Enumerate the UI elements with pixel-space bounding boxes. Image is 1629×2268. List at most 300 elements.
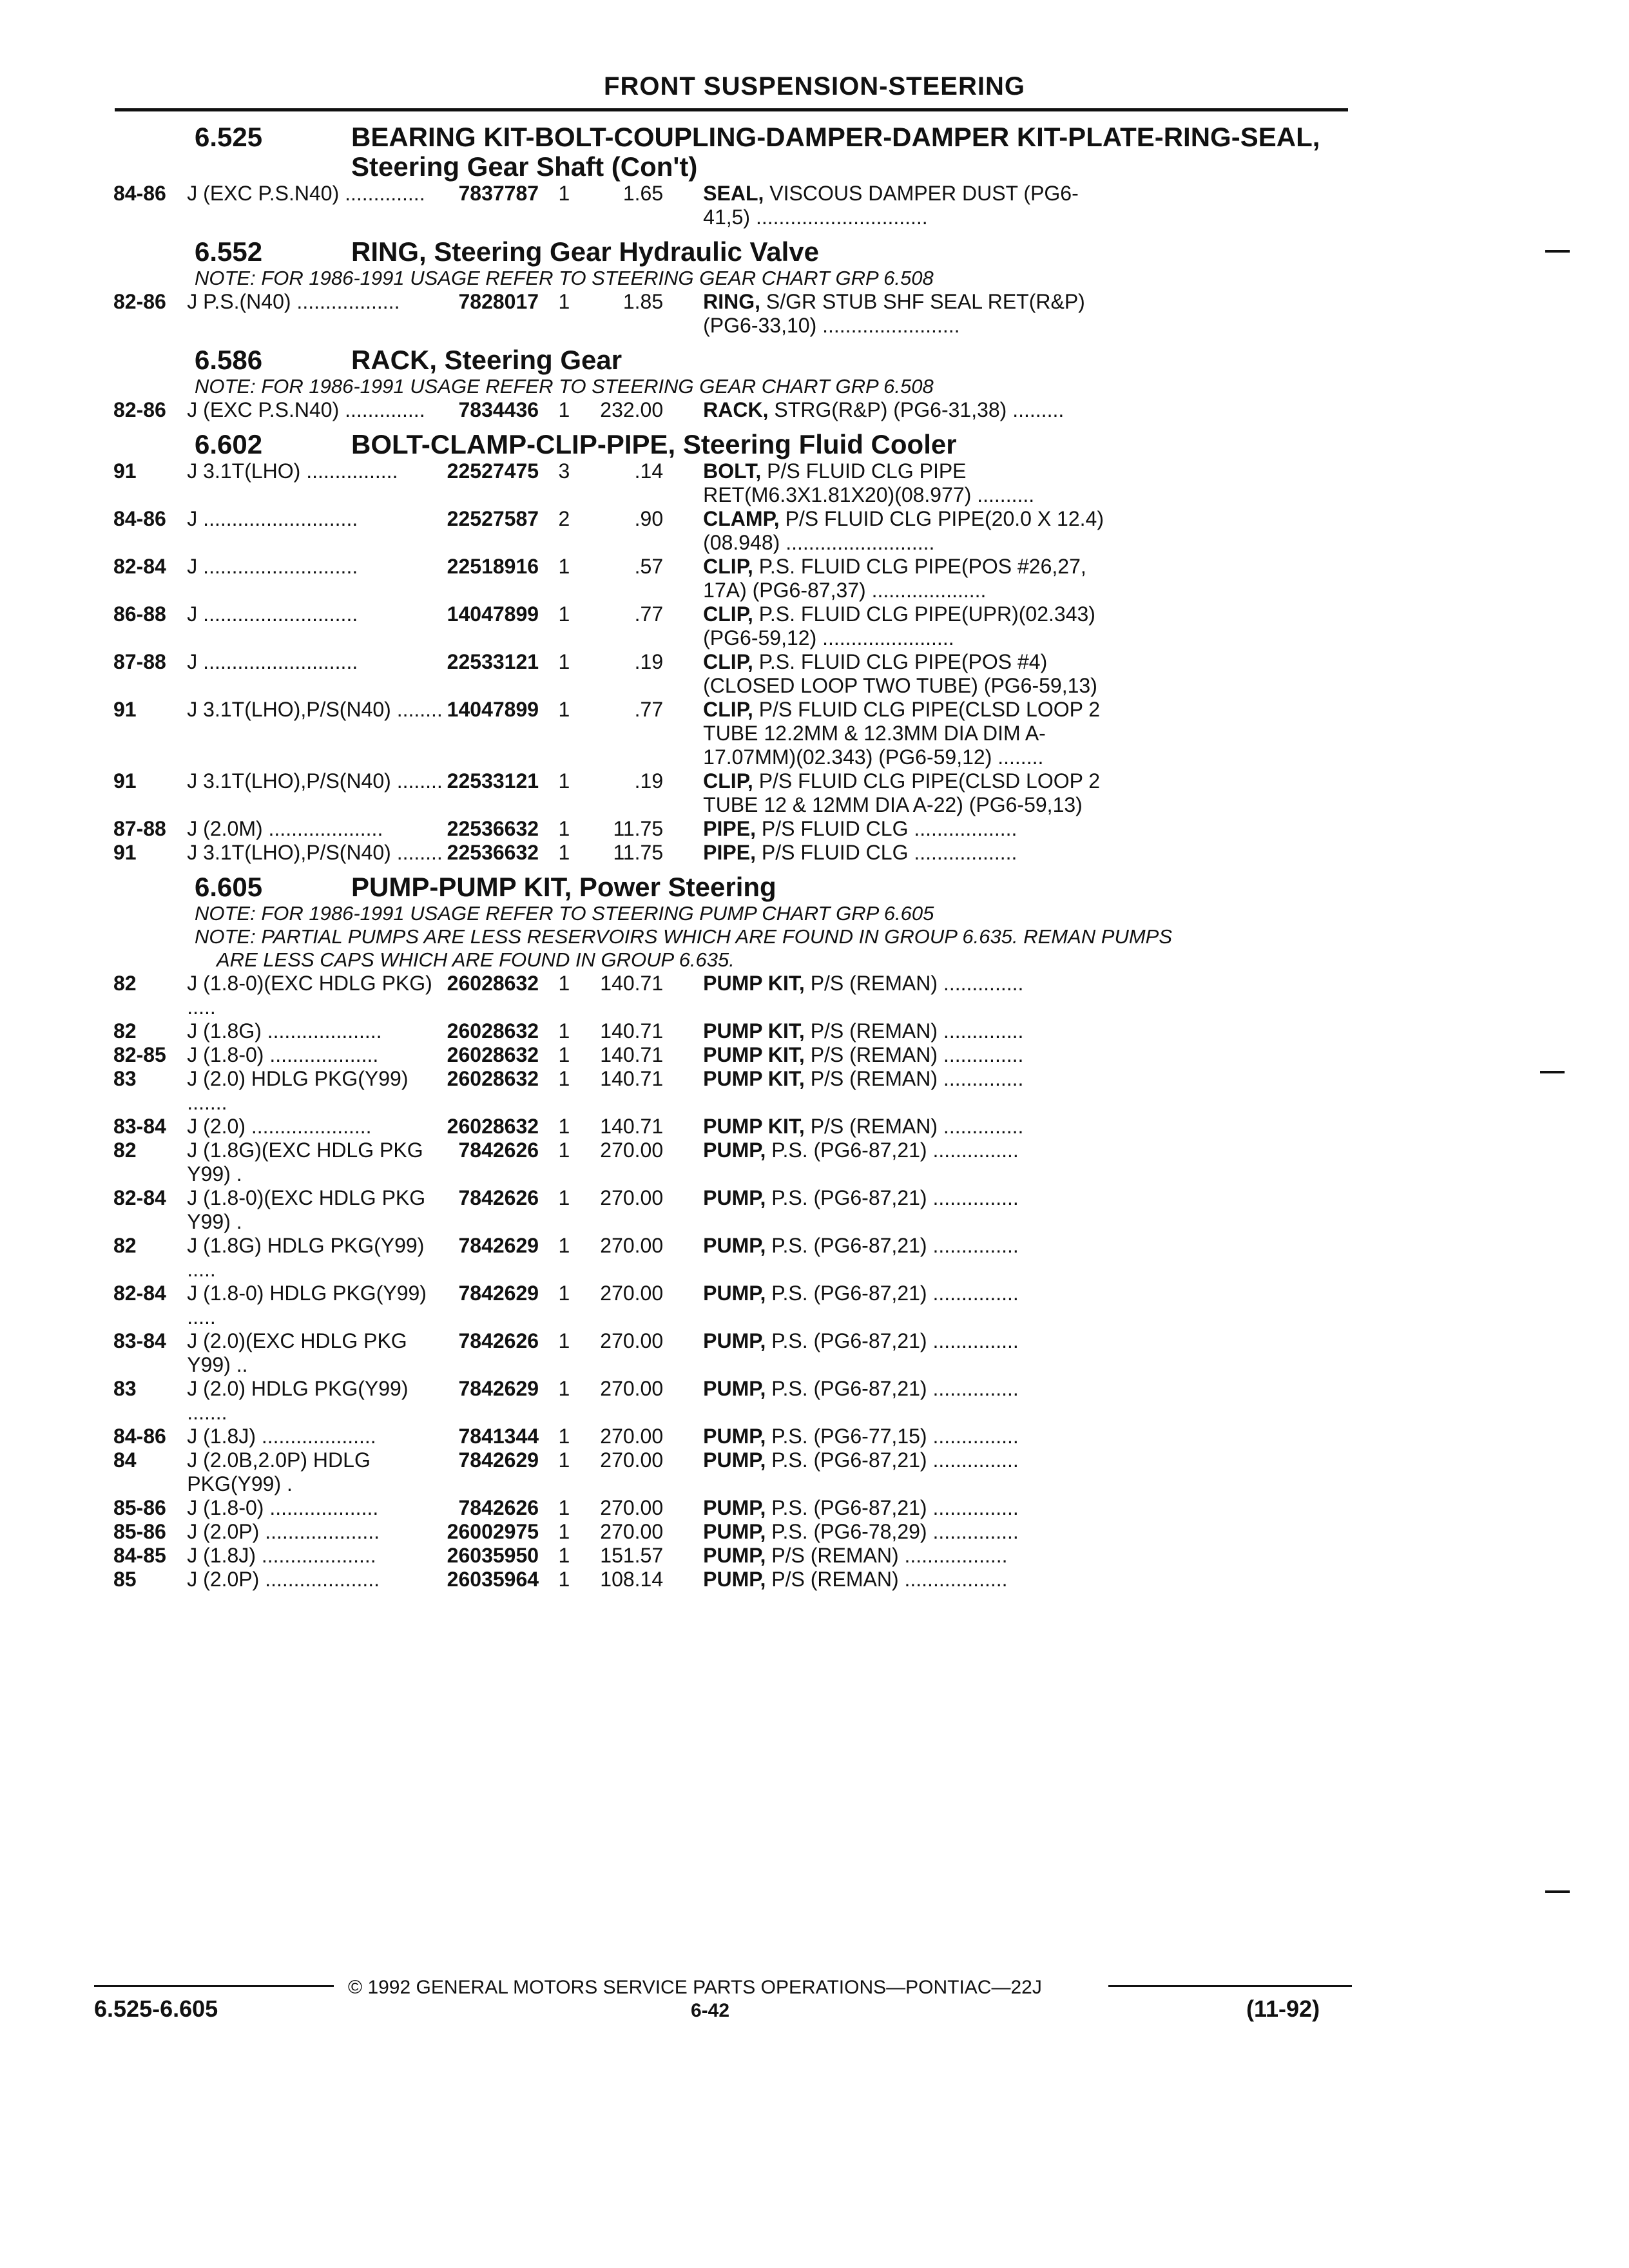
part-row: [113, 1139, 1351, 1186]
part-row: [113, 182, 1351, 229]
description-text: STRG(R&P) (PG6-31,38) .........: [768, 398, 1065, 421]
model-year: 82-86: [113, 398, 166, 421]
description-line: [703, 1568, 1351, 1591]
application: J (2.0M) ....................: [187, 817, 383, 840]
price: 140.71: [600, 1115, 664, 1138]
description-text: P/S FLUID CLG PIPE(CLSD LOOP 2: [753, 698, 1101, 721]
description-text: P.S. (PG6-87,21) ...............: [766, 1496, 1019, 1519]
application: J (2.0B,2.0P) HDLG PKG(Y99) .: [187, 1448, 371, 1495]
application: J (1.8-0) HDLG PKG(Y99) .....: [187, 1282, 427, 1329]
description: [663, 1496, 1351, 1520]
price: 270.00: [600, 1496, 664, 1519]
description-part-name: CLAMP,: [703, 507, 780, 530]
description-text: P/S (REMAN) ..................: [766, 1544, 1008, 1567]
application: J (1.8-0) ...................: [187, 1496, 379, 1519]
price: 1.85: [622, 290, 664, 313]
part-row: [113, 1282, 1351, 1329]
model-year: 82: [113, 1234, 137, 1257]
description-part-name: PUMP KIT,: [703, 1019, 805, 1043]
part-number: 22527587: [447, 507, 539, 530]
part-number: 22533121: [447, 769, 539, 793]
part-row: [113, 1544, 1351, 1568]
quantity: 1: [558, 182, 570, 205]
price: 270.00: [600, 1520, 664, 1543]
section-heading: [113, 872, 1351, 902]
quantity: 1: [558, 290, 570, 313]
description-line: [703, 1544, 1351, 1568]
application: J (2.0) .....................: [187, 1115, 372, 1138]
part-row: [113, 1425, 1351, 1448]
part-number: 7842629: [458, 1282, 539, 1305]
quantity: 1: [558, 1019, 570, 1043]
part-number: 26028632: [447, 1019, 539, 1043]
part-number: 7842629: [458, 1448, 539, 1472]
part-row: [113, 507, 1351, 555]
application: J 3.1T(LHO) ................: [187, 459, 398, 483]
part-number: 22518916: [447, 555, 539, 578]
part-number: 7842626: [458, 1186, 539, 1209]
part-number: 7841344: [458, 1425, 539, 1448]
description-text: P.S. (PG6-87,21) ...............: [766, 1139, 1019, 1162]
model-year: 85-86: [113, 1520, 166, 1543]
description: [663, 1234, 1351, 1282]
description-text: P/S FLUID CLG PIPE(CLSD LOOP 2: [753, 769, 1101, 793]
model-year: 83: [113, 1377, 137, 1400]
description-part-name: CLIP,: [703, 769, 753, 793]
model-year: 91: [113, 769, 137, 793]
description: [663, 1448, 1351, 1496]
model-year: 91: [113, 698, 137, 721]
price: 140.71: [600, 1019, 664, 1043]
description-text: P.S. (PG6-77,15) ...............: [766, 1425, 1019, 1448]
description-text: P.S. FLUID CLG PIPE(UPR)(02.343): [753, 602, 1095, 626]
price: 140.71: [600, 1067, 664, 1090]
part-row: [113, 972, 1351, 1019]
description: [663, 1115, 1351, 1139]
section-name: RACK, Steering Gear: [351, 345, 622, 375]
price: 140.71: [600, 1043, 664, 1066]
price: 151.57: [600, 1544, 664, 1567]
part-row: [113, 290, 1351, 338]
description-part-name: PIPE,: [703, 817, 756, 840]
description-part-name: RACK,: [703, 398, 769, 421]
description-text: P.S. (PG6-87,21) ...............: [766, 1186, 1019, 1209]
catalog-section: [113, 430, 1351, 865]
price: 108.14: [600, 1568, 664, 1591]
description: [663, 972, 1351, 1019]
description-continued: RET(M6.3X1.81X20)(08.977) ..........: [703, 483, 1035, 506]
price: 270.00: [600, 1448, 664, 1472]
model-year: 83: [113, 1067, 137, 1090]
description-text: P/S (REMAN) ..............: [804, 1115, 1024, 1138]
part-row: [113, 1520, 1351, 1544]
price: .14: [634, 459, 664, 483]
section-name: BEARING KIT-BOLT-COUPLING-DAMPER-DAMPER KIT-PLATE-RING-SEAL, Steering Gear Shaft (Con't): [351, 122, 1320, 182]
application: J P.S.(N40) ..................: [187, 290, 400, 313]
description: [663, 1282, 1351, 1329]
description-line: [703, 1425, 1351, 1448]
application: J (1.8-0) ...................: [187, 1043, 379, 1066]
description-line: [703, 555, 1351, 579]
margin-mark: [1545, 250, 1570, 253]
part-number: 7842626: [458, 1139, 539, 1162]
price: .19: [634, 769, 664, 793]
description-text: P.S. FLUID CLG PIPE(POS #26,27,: [753, 555, 1086, 578]
section-heading: [113, 345, 1351, 375]
section-number: 6.605: [195, 872, 263, 902]
description-line: [703, 1377, 1351, 1401]
price: 270.00: [600, 1186, 664, 1209]
model-year: 84-86: [113, 507, 166, 530]
price: .90: [634, 507, 664, 530]
quantity: 1: [558, 555, 570, 578]
description: [663, 817, 1351, 841]
model-year: 85-86: [113, 1496, 166, 1519]
price: 270.00: [600, 1234, 664, 1257]
price: 270.00: [600, 1282, 664, 1305]
description-part-name: SEAL,: [703, 182, 764, 205]
quantity: 1: [558, 1568, 570, 1591]
description-line: [703, 1448, 1351, 1472]
section-name: PUMP-PUMP KIT, Power Steering: [351, 872, 776, 902]
price: .57: [634, 555, 664, 578]
quantity: 1: [558, 1234, 570, 1257]
description-line: [703, 1139, 1351, 1162]
description-text: S/GR STUB SHF SEAL RET(R&P): [760, 290, 1085, 313]
section-heading: [113, 430, 1351, 459]
part-number: 22536632: [447, 817, 539, 840]
description: [663, 602, 1351, 650]
quantity: 1: [558, 602, 570, 626]
description-text: P/S (REMAN) ..............: [804, 972, 1024, 995]
quantity: 1: [558, 1043, 570, 1066]
model-year: 82-84: [113, 555, 166, 578]
section-number: 6.602: [195, 429, 263, 459]
description-continued: TUBE 12 & 12MM DIA A-22) (PG6-59,13): [703, 793, 1083, 816]
part-row: [113, 841, 1351, 865]
model-year: 82-84: [113, 1282, 166, 1305]
description-text: P.S. (PG6-87,21) ...............: [766, 1329, 1019, 1352]
catalog-section: [113, 122, 1351, 229]
description-continued: 17.07MM)(02.343) (PG6-59,12) ........: [703, 745, 1044, 769]
description-continued: TUBE 12.2MM & 12.3MM DIA DIM A-: [703, 722, 1046, 745]
application: J (1.8G) ....................: [187, 1019, 382, 1043]
description-part-name: PUMP,: [703, 1282, 766, 1305]
description-line: [703, 1115, 1351, 1139]
part-number: 26028632: [447, 1115, 539, 1138]
description-continued: (08.948) ..........................: [703, 531, 935, 554]
description-line: [703, 817, 1351, 841]
application: J ...........................: [187, 602, 358, 626]
section-heading: [113, 237, 1351, 267]
description: [663, 1186, 1351, 1234]
description: [663, 398, 1351, 422]
model-year: 84: [113, 1448, 137, 1472]
part-number: 22536632: [447, 841, 539, 864]
description-part-name: PUMP,: [703, 1139, 766, 1162]
description-line: [703, 1019, 1351, 1043]
description-part-name: PIPE,: [703, 841, 756, 864]
model-year: 82-86: [113, 290, 166, 313]
description-text: P.S. (PG6-87,21) ...............: [766, 1377, 1019, 1400]
part-number: 7842629: [458, 1377, 539, 1400]
quantity: 3: [558, 459, 570, 483]
model-year: 82: [113, 1139, 137, 1162]
model-year: 82: [113, 1019, 137, 1043]
application: J ...........................: [187, 650, 358, 673]
part-number: 14047899: [447, 602, 539, 626]
description-line: [703, 698, 1351, 722]
description-line: [703, 459, 1351, 483]
price: 270.00: [600, 1139, 664, 1162]
header-rule: [115, 108, 1348, 111]
application: J (1.8-0)(EXC HDLG PKG Y99) .: [187, 1186, 426, 1233]
description-text: P/S FLUID CLG PIPE: [761, 459, 967, 483]
description: [663, 1425, 1351, 1448]
model-year: 83-84: [113, 1115, 166, 1138]
description: [663, 650, 1351, 698]
part-number: 26035950: [447, 1544, 539, 1567]
quantity: 1: [558, 769, 570, 793]
description-line: [703, 1329, 1351, 1353]
model-year: 84-86: [113, 182, 166, 205]
description-text: P.S. FLUID CLG PIPE(POS #4): [753, 650, 1048, 673]
price: .77: [634, 698, 664, 721]
part-number: 7842626: [458, 1329, 539, 1352]
model-year: 85: [113, 1568, 137, 1591]
part-number: 7837787: [458, 182, 539, 205]
description-text: VISCOUS DAMPER DUST (PG6-: [764, 182, 1079, 205]
application: J (2.0P) ....................: [187, 1520, 380, 1543]
price: 11.75: [613, 817, 664, 840]
part-row: [113, 1115, 1351, 1139]
part-number: 7842629: [458, 1234, 539, 1257]
description-part-name: PUMP,: [703, 1544, 766, 1567]
application: J (1.8-0)(EXC HDLG PKG) .....: [187, 972, 432, 1019]
description-part-name: PUMP,: [703, 1329, 766, 1352]
description: [663, 182, 1351, 229]
description-line: [703, 1496, 1351, 1520]
description-part-name: CLIP,: [703, 698, 753, 721]
footer-rule-left: [94, 1985, 334, 1987]
catalog-section: [113, 345, 1351, 422]
description-part-name: PUMP,: [703, 1234, 766, 1257]
part-row: [113, 1234, 1351, 1282]
price: 270.00: [600, 1329, 664, 1352]
part-row: [113, 555, 1351, 602]
description-line: [703, 1282, 1351, 1305]
price: 140.71: [600, 972, 664, 995]
description-line: [703, 650, 1351, 674]
description-part-name: PUMP,: [703, 1425, 766, 1448]
description-continued: (PG6-59,12) .......................: [703, 626, 954, 649]
model-year: 82-85: [113, 1043, 166, 1066]
description-line: [703, 769, 1351, 793]
description-continued: 41,5) ..............................: [703, 206, 928, 229]
model-year: 87-88: [113, 650, 166, 673]
description-continued: 17A) (PG6-87,37) ....................: [703, 579, 987, 602]
price: 232.00: [600, 398, 664, 421]
model-year: 84-85: [113, 1544, 166, 1567]
application: J (2.0) HDLG PKG(Y99) .......: [187, 1067, 409, 1114]
description-continued: (CLOSED LOOP TWO TUBE) (PG6-59,13): [703, 674, 1097, 697]
description-part-name: RING,: [703, 290, 761, 313]
application: J (2.0) HDLG PKG(Y99) .......: [187, 1377, 409, 1424]
description: [663, 555, 1351, 602]
part-row: [113, 1568, 1351, 1591]
part-row: [113, 650, 1351, 698]
description-line: [703, 1520, 1351, 1544]
description-continued: (PG6-33,10) ........................: [703, 314, 960, 337]
application: J (EXC P.S.N40) ..............: [187, 182, 425, 205]
part-row: [113, 1067, 1351, 1115]
description-line: [703, 841, 1351, 865]
description: [663, 1067, 1351, 1115]
footer-copyright: © 1992 GENERAL MOTORS SERVICE PARTS OPERATIONS—PONTIAC—22J: [348, 1977, 1042, 1998]
description-part-name: PUMP KIT,: [703, 972, 805, 995]
footer-date: (11-92): [1246, 1995, 1320, 2022]
section-note: NOTE: FOR 1986-1991 USAGE REFER TO STEERING PUMP CHART GRP 6.605: [195, 902, 934, 925]
section-number: 6.525: [195, 122, 263, 152]
part-row: [113, 817, 1351, 841]
quantity: 1: [558, 841, 570, 864]
description-line: [703, 972, 1351, 995]
section-note: NOTE: PARTIAL PUMPS ARE LESS RESERVOIRS WHICH ARE FOUND IN GROUP 6.635. REMAN PUMPS: [195, 925, 1173, 948]
description-line: [703, 182, 1351, 206]
description-text: P/S FLUID CLG ..................: [755, 841, 1017, 864]
model-year: 91: [113, 841, 137, 864]
section-note: NOTE: FOR 1986-1991 USAGE REFER TO STEERING GEAR CHART GRP 6.508: [195, 375, 934, 398]
price: 270.00: [600, 1377, 664, 1400]
application: J (1.8J) ....................: [187, 1425, 376, 1448]
section-number: 6.586: [195, 345, 263, 375]
part-number: 7828017: [458, 290, 539, 313]
model-year: 91: [113, 459, 137, 483]
model-year: 84-86: [113, 1425, 166, 1448]
price: .19: [634, 650, 664, 673]
part-row: [113, 1186, 1351, 1234]
description-part-name: PUMP KIT,: [703, 1043, 805, 1066]
catalog-section: [113, 237, 1351, 338]
quantity: 1: [558, 1377, 570, 1400]
catalog-section: [113, 872, 1351, 1591]
description-text: P.S. (PG6-87,21) ...............: [766, 1282, 1019, 1305]
description-text: P/S (REMAN) ..................: [766, 1568, 1008, 1591]
description: [663, 1043, 1351, 1067]
description-line: [703, 1067, 1351, 1091]
description: [663, 1329, 1351, 1377]
model-year: 83-84: [113, 1329, 166, 1352]
part-number: 22527475: [447, 459, 539, 483]
description: [663, 841, 1351, 865]
parts-catalog-content: [113, 122, 1351, 1591]
section-note: ARE LESS CAPS WHICH ARE FOUND IN GROUP 6.635.: [217, 948, 735, 971]
price: 270.00: [600, 1425, 664, 1448]
part-row: [113, 1329, 1351, 1377]
description-text: P/S (REMAN) ..............: [804, 1019, 1024, 1043]
quantity: 1: [558, 650, 570, 673]
description-text: P/S FLUID CLG PIPE(20.0 X 12.4): [779, 507, 1104, 530]
part-row: [113, 1019, 1351, 1043]
description-part-name: PUMP,: [703, 1448, 766, 1472]
part-row: [113, 769, 1351, 817]
description-text: P.S. (PG6-78,29) ...............: [766, 1520, 1019, 1543]
description-text: P.S. (PG6-87,21) ...............: [766, 1234, 1019, 1257]
price: .77: [634, 602, 664, 626]
part-number: 26028632: [447, 1067, 539, 1090]
part-number: 26028632: [447, 972, 539, 995]
footer-group-range: 6.525-6.605: [94, 1995, 218, 2022]
description-part-name: PUMP,: [703, 1520, 766, 1543]
price: 1.65: [622, 182, 664, 205]
margin-mark: [1540, 1071, 1565, 1073]
quantity: 1: [558, 1520, 570, 1543]
part-row: [113, 698, 1351, 769]
model-year: 82-84: [113, 1186, 166, 1209]
application: J ...........................: [187, 555, 358, 578]
description-text: P/S (REMAN) ..............: [804, 1043, 1024, 1066]
section-note: NOTE: FOR 1986-1991 USAGE REFER TO STEERING GEAR CHART GRP 6.508: [195, 267, 934, 289]
description-part-name: PUMP KIT,: [703, 1067, 805, 1090]
part-number: 22533121: [447, 650, 539, 673]
quantity: 1: [558, 1544, 570, 1567]
description-line: [703, 290, 1351, 314]
application: J 3.1T(LHO),P/S(N40) ........: [187, 769, 443, 793]
description-line: [703, 602, 1351, 626]
quantity: 1: [558, 1115, 570, 1138]
part-row: [113, 1496, 1351, 1520]
section-name: RING, Steering Gear Hydraulic Valve: [351, 236, 819, 267]
part-number: 14047899: [447, 698, 539, 721]
application: J ...........................: [187, 507, 358, 530]
description-line: [703, 1186, 1351, 1210]
quantity: 1: [558, 1282, 570, 1305]
section-heading: [113, 122, 1351, 182]
quantity: 1: [558, 1329, 570, 1352]
description: [663, 459, 1351, 507]
margin-mark: [1545, 1890, 1570, 1893]
description: [663, 1019, 1351, 1043]
part-number: 26028632: [447, 1043, 539, 1066]
part-row: [113, 459, 1351, 507]
description: [663, 698, 1351, 769]
model-year: 82: [113, 972, 137, 995]
page-header-title: FRONT SUSPENSION-STEERING: [604, 72, 1025, 101]
part-row: [113, 1377, 1351, 1425]
part-row: [113, 1448, 1351, 1496]
quantity: 1: [558, 972, 570, 995]
quantity: 1: [558, 1448, 570, 1472]
application: J (2.0P) ....................: [187, 1568, 380, 1591]
description: [663, 1377, 1351, 1425]
application: J (1.8G) HDLG PKG(Y99) .....: [187, 1234, 425, 1281]
description-part-name: CLIP,: [703, 555, 753, 578]
part-row: [113, 1043, 1351, 1067]
quantity: 1: [558, 398, 570, 421]
description: [663, 1139, 1351, 1186]
description-part-name: CLIP,: [703, 650, 753, 673]
part-number: 7842626: [458, 1496, 539, 1519]
description: [663, 769, 1351, 817]
section-number: 6.552: [195, 236, 263, 267]
description-text: P/S FLUID CLG ..................: [755, 817, 1017, 840]
application: J (1.8G)(EXC HDLG PKG Y99) .: [187, 1139, 423, 1186]
quantity: 2: [558, 507, 570, 530]
application: J 3.1T(LHO),P/S(N40) ........: [187, 698, 443, 721]
application: J (EXC P.S.N40) ..............: [187, 398, 425, 421]
part-number: 26002975: [447, 1520, 539, 1543]
price: 11.75: [613, 841, 664, 864]
